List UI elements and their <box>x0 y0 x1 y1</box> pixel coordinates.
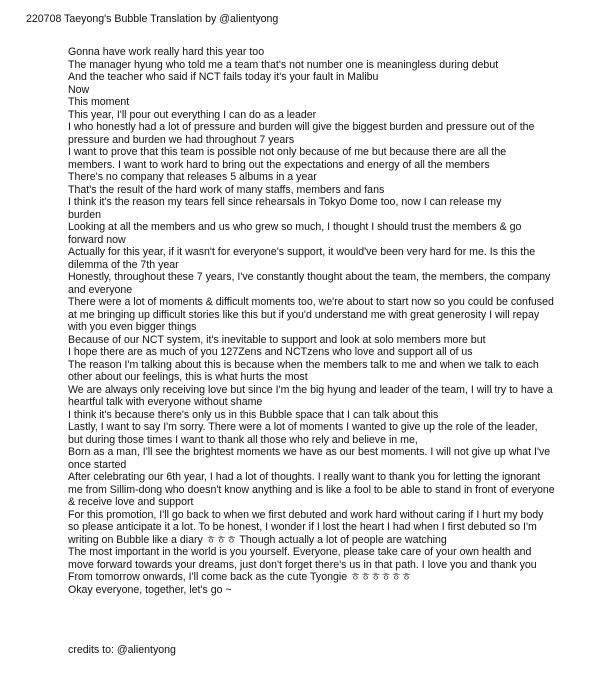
message-line: Okay everyone, together, let's go ~ <box>68 583 232 596</box>
message-line: Because of our NCT system, it's inevitable to support and look at solo members more but <box>68 333 486 346</box>
message-line: I want to prove that this team is possible not only because of me but because there are all the <box>68 146 507 158</box>
message-line: writing on Bubble like a diary ㅎㅎㅎ Though actually a lot of people are watching <box>68 533 447 546</box>
message-line: We are always only receiving love but since I'm the big hyung and leader of the team, I will try to have a <box>68 383 553 396</box>
message-line: Honestly, throughout these 7 years, I've constantly thought about the team, the members, the company <box>68 271 551 283</box>
message-line: & receive love and support <box>68 496 194 508</box>
message-line: The most important in the world is you yourself. Everyone, please take care of your own health and <box>68 546 532 558</box>
message-line: move forward towards your dreams, just don't forget there's us in that path. I love you and thank you <box>68 558 537 571</box>
message-line: Gonna have work really hard this year too <box>68 46 265 58</box>
message-line: Born as a man, I'll see the brightest moments we have as our best moments. I will not give up what I've <box>68 446 551 458</box>
message-line: The reason I'm talking about this is because when the members talk to me and when we talk to each <box>68 358 539 371</box>
credits-line: credits to: @alientyong <box>68 644 176 656</box>
message-line: There's no company that releases 5 albums in a year <box>68 171 317 183</box>
message-line: This moment <box>68 96 130 108</box>
message-line: That's the result of the hard work of many staffs, members and fans <box>68 183 385 196</box>
message-line: Actually for this year, if it wasn't for everyone's support, it would've been very hard for me. Is this the <box>68 246 536 258</box>
message-line: heartful talk with everyone without shame <box>68 396 263 408</box>
message-line: dilemma of the 7th year <box>68 258 179 271</box>
message-line: with you even bigger things <box>68 321 197 333</box>
message-line: but during those times I want to thank all those who rely and believe in me, <box>68 433 418 446</box>
message-line: This year, I'll pour out everything I can do as a leader <box>68 108 317 121</box>
message-line: Looking at all the members and us who grew so much, I thought I should trust the members & go <box>68 221 522 233</box>
message-line: I who honestly had a lot of pressure and burden will give the biggest burden and pressure out of the <box>68 121 535 133</box>
message-line: at me bringing up difficult stories like this but if you'd understand me with great generosity I will repay <box>68 308 540 321</box>
message-line: I think it's the reason my tears fell since rehearsals in Tokyo Dome too, now I can release my <box>68 196 502 208</box>
message-line: Now <box>68 83 90 96</box>
message-line: From tomorrow onwards, I'll come back as the cute Tyongie ㅎㅎㅎㅎㅎㅎ <box>68 571 412 583</box>
message-line: I think it's because there's only us in this Bubble space that I can talk about this <box>68 408 439 421</box>
message-line: so please anticipate it a lot. To be honest, I wonder if I lost the heart I had when I first debuted so I'm <box>68 521 537 533</box>
message-line: For this promotion, I'll go back to when we first debuted and work hard without caring if I hurt my body <box>68 508 544 521</box>
message-line: Lastly, I want to say I'm sorry. There were a lot of moments I wanted to give up the role of the leader, <box>68 421 538 433</box>
document-title: 220708 Taeyong's Bubble Translation by @alientyong <box>26 13 279 25</box>
message-line: once started <box>68 458 127 471</box>
message-line: members. I want to work hard to bring out the expectations and energy of all the members <box>68 158 490 171</box>
message-line: I hope there are as much of you 127Zens and NCTzens who love and support all of us <box>68 346 473 358</box>
message-line: There were a lot of moments & difficult moments too, we're about to start now so you could be confused <box>68 296 554 308</box>
message-line: And the teacher who said if NCT fails today it's your fault in Malibu <box>68 71 379 83</box>
message-line: and everyone <box>68 283 133 296</box>
message-line: burden <box>68 208 101 221</box>
message-line: me from Sillim-dong who doesn't know anything and is like a fool to be able to stand in front of everyone <box>68 483 555 496</box>
message-body <box>68 46 588 596</box>
message-line: forward now <box>68 233 126 246</box>
message-line: pressure and burden we had throughout 7 years <box>68 133 295 146</box>
message-line: other about our feelings, this is what hurts the most <box>68 371 308 383</box>
message-line: After celebrating our 6th year, I had a lot of thoughts. I really want to thank you for letting the ignorant <box>68 471 541 483</box>
message-line: The manager hyung who told me a team that's not number one is meaningless during debut <box>68 58 499 71</box>
